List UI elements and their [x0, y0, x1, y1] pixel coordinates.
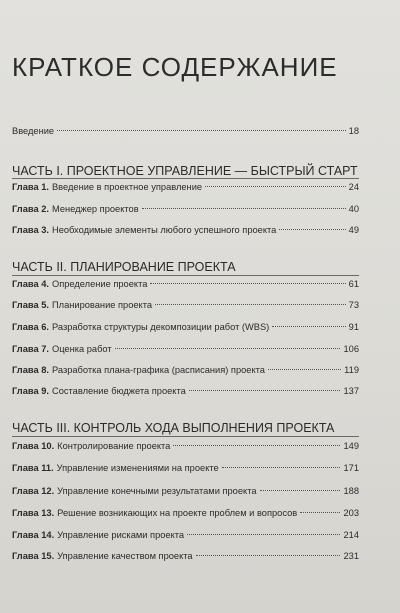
part-rule [12, 436, 359, 437]
toc-row [12, 322, 359, 336]
part-rule [12, 178, 359, 179]
dot-leader [279, 229, 345, 230]
chapter-title: Управление качеством проекта [57, 551, 193, 561]
chapter-number: Глава 6. [12, 322, 49, 332]
chapter-number: Глава 13. [12, 508, 55, 518]
toc-row [12, 441, 359, 455]
toc-row [12, 225, 359, 239]
intro-label: Введение [12, 126, 55, 136]
toc-intro-row [12, 126, 359, 140]
toc-row [12, 508, 359, 522]
page-number: 49 [348, 225, 359, 235]
toc-row [12, 182, 359, 196]
chapter-title: Управление изменениями на проекте [56, 463, 219, 473]
page-number: 61 [348, 279, 359, 289]
page-number: 149 [343, 441, 359, 451]
page-number: 91 [348, 322, 359, 332]
page-number: 18 [348, 126, 359, 136]
page-number: 24 [348, 182, 359, 192]
chapter-number: Глава 1. [12, 182, 49, 192]
page-number: 171 [343, 463, 359, 473]
part-heading: ЧАСТЬ II. ПЛАНИРОВАНИЕ ПРОЕКТА [12, 260, 236, 274]
page-number: 214 [343, 530, 359, 540]
chapter-title: Составление бюджета проекта [51, 386, 186, 396]
dot-leader [189, 390, 341, 391]
page-title: КРАТКОЕ СОДЕРЖАНИЕ [12, 52, 338, 82]
toc-row [12, 344, 359, 358]
chapter-number: Глава 10. [12, 441, 55, 451]
chapter-number: Глава 15. [12, 551, 55, 561]
chapter-title: Оценка работ [51, 344, 112, 354]
show-through-text [250, 0, 390, 180]
chapter-title: Планирование проекта [51, 300, 153, 310]
page-number: 188 [343, 486, 359, 496]
toc-row [12, 279, 359, 293]
chapter-title: Менеджер проектов [51, 204, 139, 214]
dot-leader [272, 326, 345, 327]
chapter-number: Глава 14. [12, 530, 55, 540]
chapter-number: Глава 4. [12, 279, 49, 289]
dot-leader [115, 348, 341, 349]
chapter-title: Необходимые элементы любого успешного проекта [51, 225, 277, 235]
dot-leader [187, 534, 340, 535]
dot-leader [57, 130, 346, 131]
dot-leader [222, 467, 341, 468]
dot-leader [142, 208, 346, 209]
chapter-number: Глава 5. [12, 300, 49, 310]
chapter-number: Глава 3. [12, 225, 49, 235]
page-number: 203 [343, 508, 359, 518]
part-rule [12, 275, 359, 276]
chapter-number: Глава 8. [12, 365, 49, 375]
chapter-title: Управление рисками проекта [57, 530, 185, 540]
toc-row [12, 386, 359, 400]
chapter-number: Глава 7. [12, 344, 49, 354]
page-number: 231 [343, 551, 359, 561]
chapter-title: Решение возникающих на проекте проблем и вопросов [57, 508, 298, 518]
chapter-title: Контролирование проекта [57, 441, 171, 451]
dot-leader [196, 555, 341, 556]
toc-row [12, 204, 359, 218]
chapter-number: Глава 12. [12, 486, 55, 496]
page-number: 40 [348, 204, 359, 214]
dot-leader [150, 283, 345, 284]
dot-leader [260, 490, 341, 491]
dot-leader [268, 369, 341, 370]
dot-leader [173, 445, 340, 446]
page-number: 137 [343, 386, 359, 396]
chapter-title: Разработка структуры декомпозиции работ (WBS) [51, 322, 270, 332]
toc-row [12, 365, 359, 379]
toc-row [12, 486, 359, 500]
dot-leader [155, 304, 346, 305]
toc-row [12, 463, 359, 477]
part-heading: ЧАСТЬ III. КОНТРОЛЬ ХОДА ВЫПОЛНЕНИЯ ПРОЕКТА [12, 421, 335, 435]
page-number: 106 [343, 344, 359, 354]
dot-leader [300, 512, 340, 513]
dot-leader [205, 186, 346, 187]
toc-row [12, 300, 359, 314]
chapter-title: Введение в проектное управление [51, 182, 203, 192]
page-number: 119 [344, 365, 359, 375]
chapter-number: Глава 2. [12, 204, 49, 214]
toc-row [12, 551, 359, 565]
chapter-title: Разработка плана-графика (расписания) проекта [51, 365, 265, 375]
part-heading: ЧАСТЬ I. ПРОЕКТНОЕ УПРАВЛЕНИЕ — БЫСТРЫЙ СТАРТ [12, 164, 358, 178]
chapter-title: Управление конечными результатами проекта [57, 486, 257, 496]
chapter-number: Глава 9. [12, 386, 49, 396]
toc-row [12, 530, 359, 544]
chapter-number: Глава 11. [12, 463, 54, 473]
page-number: 73 [348, 300, 359, 310]
chapter-title: Определение проекта [51, 279, 148, 289]
